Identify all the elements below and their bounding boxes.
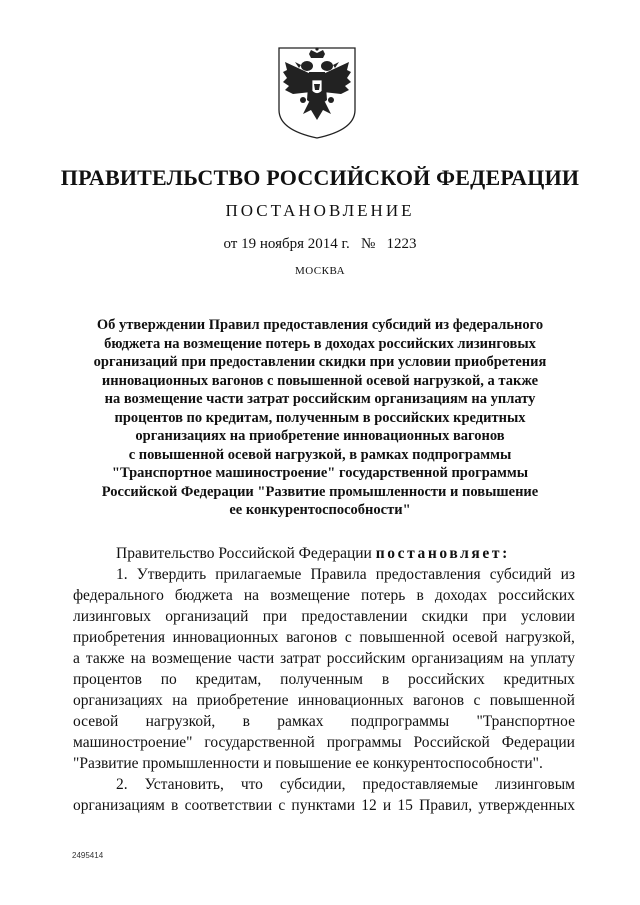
paragraph-1-line: процентов по кредитам, полученным в российских кредитных xyxy=(73,671,575,688)
organization-name: ПРАВИТЕЛЬСТВО РОССИЙСКОЙ ФЕДЕРАЦИИ xyxy=(60,165,580,190)
paragraph-1-line: федерального бюджета на возмещение потерь в доходах российских xyxy=(73,587,575,604)
document-date: от 19 ноября 2014 г. xyxy=(223,236,350,252)
resolution-verb: постановляет: xyxy=(375,545,510,562)
paragraph-2-line: организациям в соответствии с пунктами 12 и 15 Правил, утвержденных xyxy=(73,797,575,814)
paragraph-2-line: 2. Установить, что субсидии, предоставляемые лизинговым xyxy=(116,776,575,793)
paragraph-1-line: машиностроение" государственной программы Российской Федерации xyxy=(73,734,575,751)
title-line: с повышенной осевой нагрузкой, в рамках подпрограммы xyxy=(128,446,512,463)
paragraph-1-line: а также на возмещение части затрат российским организациям на уплату xyxy=(73,650,575,667)
intro-line xyxy=(73,543,575,564)
title-line: "Транспортное машиностроение" государственной программы xyxy=(111,465,529,481)
title-line: Российской Федерации "Развитие промышленности и повышение xyxy=(101,483,539,500)
title-line: на возмещение части затрат российским организациям на уплату xyxy=(104,391,536,407)
title-line: инновационных вагонов с повышенной осевой нагрузкой, а также xyxy=(101,372,539,389)
paragraph-1-line: осевой нагрузкой, в рамках подпрограммы "Транспортное xyxy=(73,713,575,730)
document-type: ПОСТАНОВЛЕНИЕ xyxy=(225,201,415,220)
document-code: 2495414 xyxy=(72,851,104,860)
paragraph-1-line: 1. Утвердить прилагаемые Правила предоставления субсидий из xyxy=(116,566,575,583)
document-number: 1223 xyxy=(386,236,417,252)
paragraph-1-line: "Развитие промышленности и повышение ее конкурентоспособности". xyxy=(73,755,543,772)
intro-text: Правительство Российской Федерации xyxy=(116,545,372,562)
title-line: Об утверждении Правил предоставления субсидий из федерального xyxy=(96,317,544,333)
paragraph-1-line: приобретения инновационных вагонов с повышенной осевой нагрузкой, xyxy=(73,629,575,646)
number-sign: № xyxy=(360,236,376,252)
date-number-line xyxy=(0,236,640,253)
document-body xyxy=(73,543,575,816)
paragraph-1-line: лизинговых организаций при предоставлении скидки при условии xyxy=(73,608,575,625)
title-line: бюджета на возмещение потерь в доходах российских лизинговых xyxy=(104,335,536,352)
coat-of-arms-icon xyxy=(275,44,359,140)
title-line: организациях на приобретение инновационных вагонов xyxy=(135,428,505,444)
title-line: организаций при предоставлении скидки при условии приобретения xyxy=(93,354,547,370)
paragraph-1-line: организациях на приобретение инновационных вагонов с повышенной xyxy=(73,692,575,709)
title-line: процентов по кредитам, полученным в российских кредитных xyxy=(114,409,526,426)
title-line: ее конкурентоспособности" xyxy=(229,502,411,518)
document-title xyxy=(70,316,570,520)
city: МОСКВА xyxy=(294,265,346,277)
